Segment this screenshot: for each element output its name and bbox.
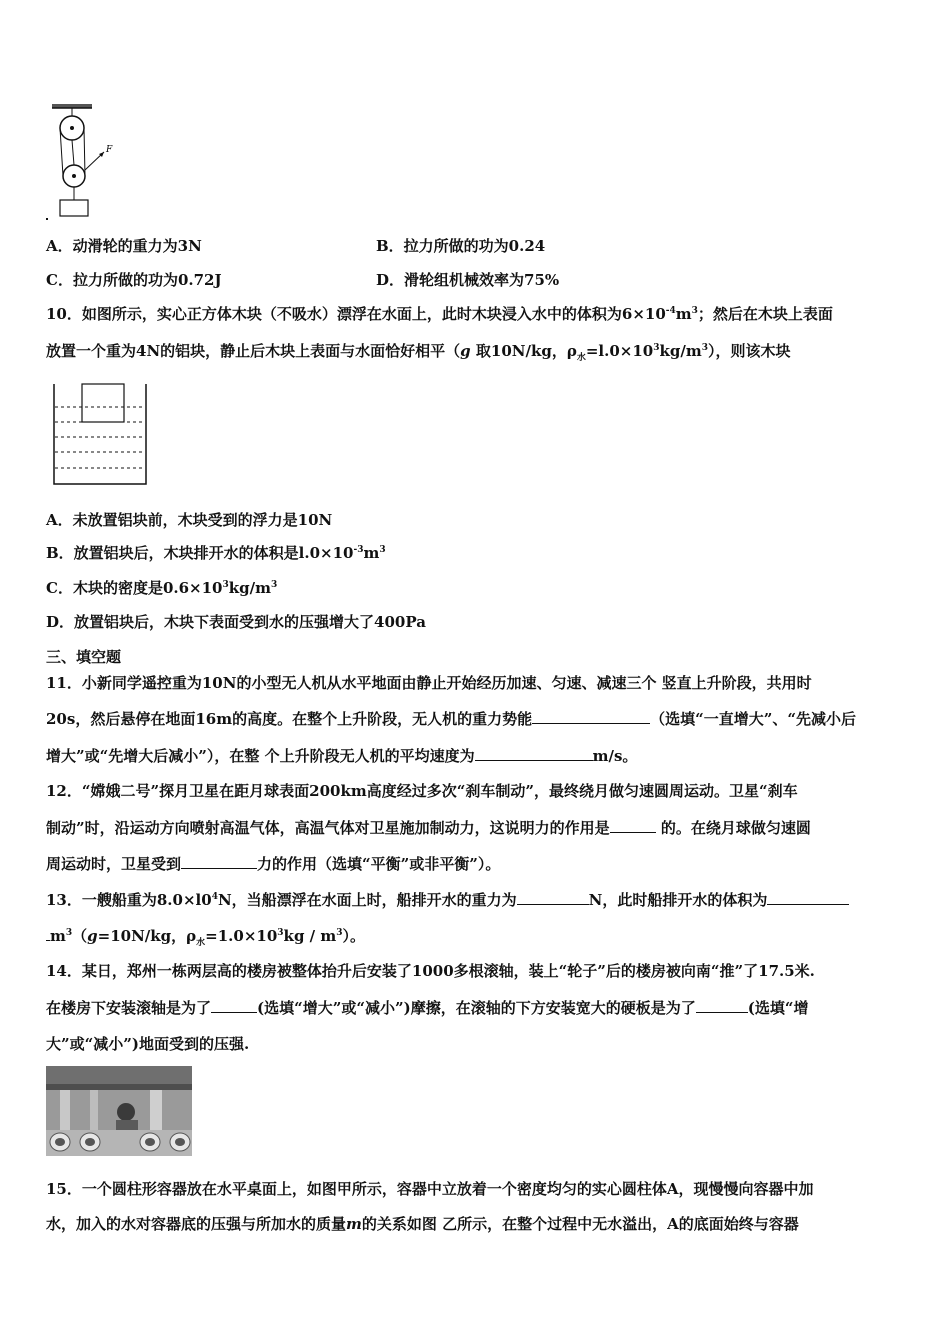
q15-line2: 水，加入的水对容器底的压强与所加水的质量m的关系如图 乙所示，在整个过程中无水溢出，A的底面始终与容器 xyxy=(46,1215,799,1233)
pulley-diagram xyxy=(44,100,124,224)
q9-option-c: C．拉力所做的功为0.72J xyxy=(46,271,222,289)
floating-block-figure xyxy=(50,380,150,488)
q11-line2: 20s，然后悬停在地面16m的高度。在整个上升阶段，无人机的重力势能 （选填“一直增大”、“先减小后 xyxy=(46,710,856,728)
q12-line1: 12．“嫦娥二号”探月卫星在距月球表面200km高度经过多次“刹车制动”，最终绕月做匀速圆周运动。卫星“刹车 xyxy=(46,782,798,800)
force-label-f: F xyxy=(106,145,113,155)
q9-option-d: D．滑轮组机械效率为75% xyxy=(376,271,560,289)
q9-option-b: B．拉力所做的功为0.24 xyxy=(376,237,546,255)
q13-blank-2[interactable] xyxy=(767,890,849,905)
q10-option-d: D．放置铝块后，木块下表面受到水的压强增大了400Pa xyxy=(46,613,426,631)
container-diagram xyxy=(50,380,150,488)
q12-blank-1[interactable] xyxy=(610,818,656,833)
q11-blank-2[interactable] xyxy=(475,746,593,761)
section-title: 三、填空题 xyxy=(46,648,122,666)
worker-head xyxy=(117,1103,135,1121)
weight-block xyxy=(60,200,88,216)
q13-blank-1[interactable] xyxy=(517,890,589,905)
q14-line1: 14．某日，郑州一栋两层高的楼房被整体抬升后安装了1000多根滚轴，装上“轮子”后的楼房被向南“推”了17.5米. xyxy=(46,962,815,980)
q10-stem-line1: 10．如图所示，实心正方体木块（不吸水）漂浮在水面上，此时木块浸入水中的体积为$6\times 10^{-4}m^3$；然后在木块上表面 xyxy=(46,305,833,323)
q10-option-b: B．放置铝块后，木块排开水的体积是$l.0\times 10^{-3}m^3$ xyxy=(46,544,386,562)
q9-option-a: A．动滑轮的重力为3N xyxy=(46,237,202,255)
q10-stem-line2: 放置一个重为4N的铝块，静止后木块上表面与水面恰好相平（g 取10N/kg，$\rho_水=l.0\times 10^3kg/m^3$），则该木块 xyxy=(46,342,791,363)
pulley-system-figure xyxy=(44,100,124,224)
q11-line1: 11．小新同学遥控重为10N的小型无人机从水平地面由静止开始经历加速、匀速、减速三个 竖直上升阶段，共用时 xyxy=(46,674,812,692)
q12-line3: 周运动时，卫星受到 力的作用（选填“平衡”或非平衡”）。 xyxy=(46,855,501,873)
q13-line2: $m^3(g=10N/kg$，$\rho_水=1.0\times 10^3kg / m^3$）。 xyxy=(46,926,916,946)
building-rollers-photo xyxy=(46,1066,192,1156)
q12-blank-2[interactable] xyxy=(181,854,257,869)
q10-option-a: A．未放置铝块前，木块受到的浮力是10N xyxy=(46,511,333,529)
q11-blank-1[interactable] xyxy=(532,709,650,724)
q11-line3: 增大”或“先增大后减小”），在整 个上升阶段无人机的平均速度为 m/s。 xyxy=(46,747,638,765)
photo-illustration xyxy=(46,1066,192,1156)
q14-line2: 在楼房下安装滚轴是为了 (选填“增大”或“减小”)摩擦，在滚轴的下方安装宽大的硬板是为了 (选填“增 xyxy=(46,999,809,1017)
wood-block xyxy=(82,384,124,422)
q14-line3: 大”或“减小”)地面受到的压强. xyxy=(46,1035,250,1053)
q14-blank-1[interactable] xyxy=(211,998,257,1013)
q10-option-c: C．木块的密度是$0.6\times 10^3kg/m^3$ xyxy=(46,579,278,597)
q12-line2: 制动”时，沿运动方向喷射高温气体，高温气体对卫星施加制动力，这说明力的作用是 的。在绕月球做匀速圆 xyxy=(46,819,811,837)
q15-line1: 15．一个圆柱形容器放在水平桌面上，如图甲所示，容器中立放着一个密度均匀的实心圆柱体A，现慢慢向容器中加 xyxy=(46,1180,814,1198)
q14-blank-2[interactable] xyxy=(696,998,748,1013)
q13-line1: 13．一艘船重为$8.0\times l0^4N$，当船漂浮在水面上时，船排开水的重力为 N，此时船排开水的体积为 xyxy=(46,890,916,910)
